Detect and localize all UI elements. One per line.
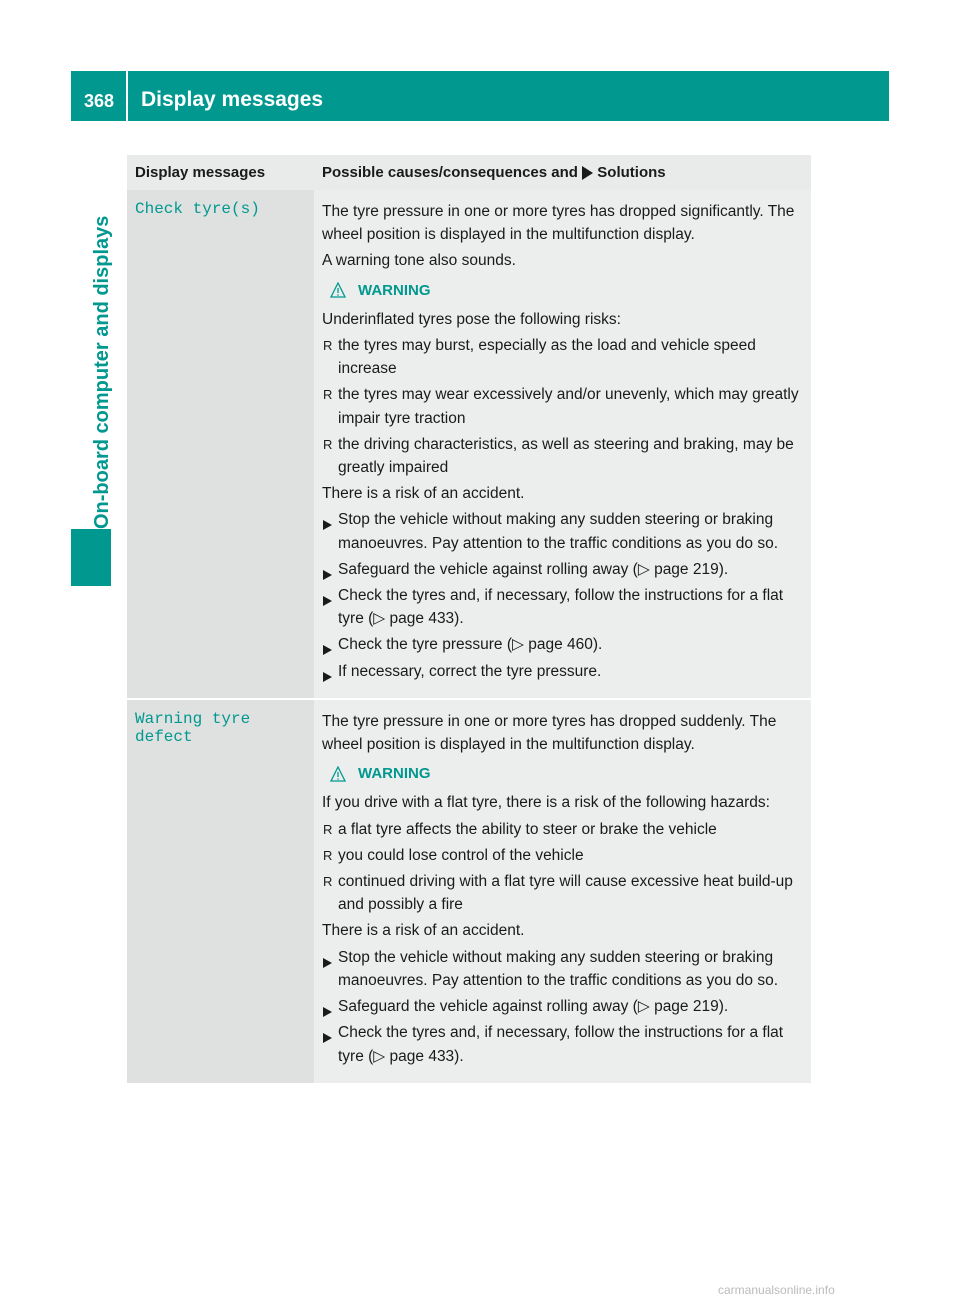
step-arrow-icon	[323, 666, 332, 689]
warning-triangle-icon	[330, 282, 346, 298]
display-message: Warning tyre defect	[135, 709, 251, 746]
table-row	[127, 190, 811, 698]
column-header-messages: Display messages	[135, 164, 266, 181]
column-header-solutions: Possible causes/consequences and Solutions	[322, 164, 666, 181]
side-tab-label: On-board computer and displays	[91, 215, 113, 529]
message-cell	[127, 190, 314, 698]
side-tab-marker	[71, 529, 111, 586]
table-header	[127, 155, 811, 190]
action-step: Stop the vehicle without making any sudden steering or braking manoeuvres. Pay attention to the traffic conditions as you do so.	[322, 946, 803, 992]
action-step: Safeguard the vehicle against rolling away (▷ page 219).	[322, 558, 803, 581]
action-step: If necessary, correct the tyre pressure.	[322, 660, 803, 683]
warning-heading: WARNING	[330, 279, 803, 302]
display-message: Check tyre(s)	[135, 200, 260, 218]
action-step: Check the tyres and, if necessary, follow the instructions for a flat tyre (▷ page 433).	[322, 584, 803, 630]
step-arrow-icon	[323, 590, 332, 613]
bullet-icon: R	[323, 436, 333, 452]
action-step: Safeguard the vehicle against rolling away (▷ page 219).	[322, 995, 803, 1018]
bullet-icon: R	[323, 874, 333, 890]
intro-text: A warning tone also sounds.	[322, 252, 516, 270]
action-arrow-icon	[582, 166, 593, 180]
action-step: Stop the vehicle without making any sudden steering or braking manoeuvres. Pay attention to the traffic conditions as you do so.	[322, 508, 803, 554]
page-title: Display messages	[141, 88, 324, 111]
display-messages-table	[127, 155, 811, 1083]
risk-bullet: R continued driving with a flat tyre will cause excessive heat build-up and possibly a fire	[322, 870, 803, 916]
solution-cell	[314, 700, 811, 1083]
risk-intro: Underinflated tyres pose the following risks:	[322, 310, 621, 328]
bullet-icon: R	[323, 387, 333, 403]
risk-end: There is a risk of an accident.	[322, 485, 525, 503]
intro-text: The tyre pressure in one or more tyres has dropped suddenly. The wheel position is displayed in the multifunction display.	[322, 712, 777, 754]
table-row	[127, 700, 811, 1083]
risk-intro: If you drive with a flat tyre, there is a risk of the following hazards:	[322, 794, 770, 812]
bullet-icon: R	[323, 847, 333, 863]
page-number: 368	[84, 91, 115, 111]
step-arrow-icon	[323, 952, 332, 975]
risk-bullet: R you could lose control of the vehicle	[322, 844, 803, 867]
table-body	[127, 190, 811, 1083]
risk-bullet: R the tyres may wear excessively and/or unevenly, which may greatly impair tyre traction	[322, 383, 803, 429]
action-step: Check the tyre pressure (▷ page 460).	[322, 633, 803, 656]
watermark: carmanualsonline.info	[718, 1283, 835, 1297]
bullet-icon: R	[323, 821, 333, 837]
risk-bullet: R a flat tyre affects the ability to steer or brake the vehicle	[322, 818, 803, 841]
intro-text: The tyre pressure in one or more tyres has dropped significantly. The wheel position is displayed in the multifunction display.	[322, 203, 795, 244]
warning-heading: WARNING	[330, 762, 803, 785]
warning-triangle-icon	[330, 766, 346, 782]
risk-bullet: R the tyres may burst, especially as the load and vehicle speed increase	[322, 334, 803, 380]
bullet-icon: R	[323, 338, 333, 354]
message-cell	[127, 700, 314, 1083]
solution-cell	[314, 190, 811, 698]
risk-bullet: R the driving characteristics, as well as steering and braking, may be greatly impaired	[322, 433, 803, 479]
step-arrow-icon	[323, 1027, 332, 1050]
risk-end: There is a risk of an accident.	[322, 922, 525, 940]
header-divider	[126, 71, 128, 121]
step-arrow-icon	[323, 514, 332, 537]
action-step: Check the tyres and, if necessary, follow the instructions for a flat tyre (▷ page 433).	[322, 1021, 803, 1067]
